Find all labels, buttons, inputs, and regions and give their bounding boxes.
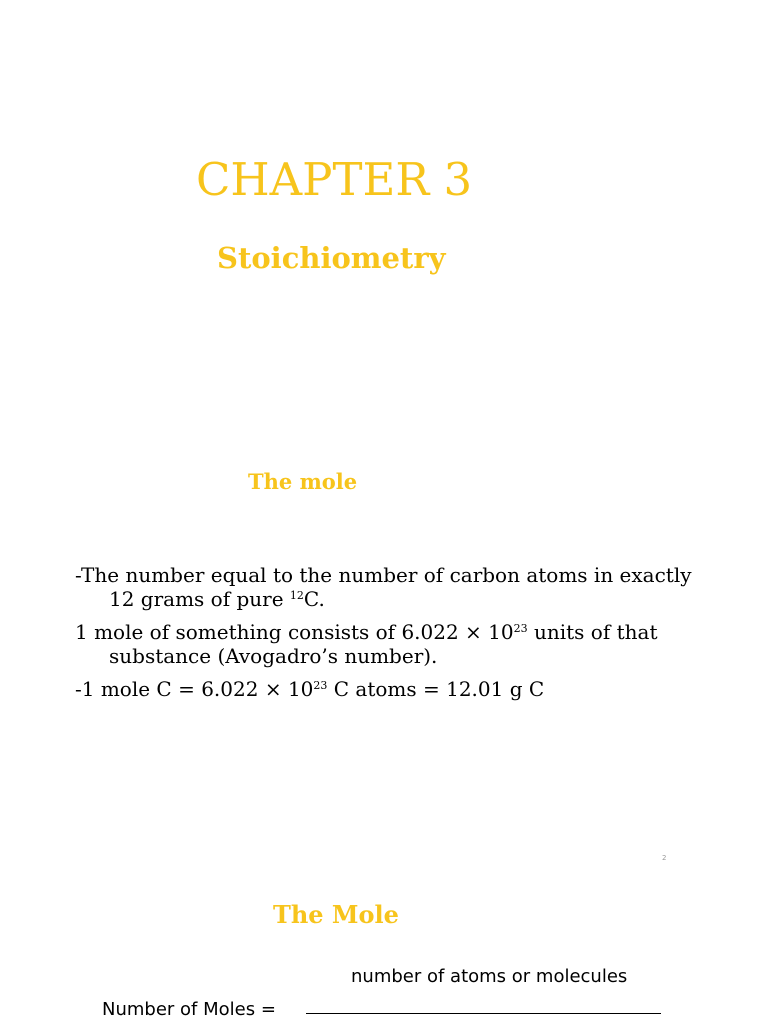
chapter-subtitle: Stoichiometry <box>217 241 446 275</box>
definition-list <box>75 563 715 710</box>
fraction-bar <box>306 1013 661 1014</box>
section-heading-mole: The mole <box>248 469 358 494</box>
definition-text: -1 mole C = 6.022 × 10 <box>75 677 314 701</box>
definition-item <box>75 677 715 701</box>
definition-text: 1 mole of something consists of 6.022 × 10 <box>75 620 514 644</box>
definition-text: C. <box>303 587 325 611</box>
definition-text: -The number equal to the number of carbon atoms in exactly 12 grams of pure <box>75 563 692 611</box>
section-heading-the-mole: The Mole <box>273 900 399 929</box>
page-number: 2 <box>662 854 667 862</box>
formula-label: Number of Moles = <box>102 999 276 1020</box>
definition-item <box>75 563 715 611</box>
chapter-title: CHAPTER 3 <box>196 153 473 206</box>
formula-numerator: number of atoms or molecules <box>351 966 628 987</box>
definition-text: C atoms = 12.01 g C <box>327 677 545 701</box>
superscript: 12 <box>289 589 304 602</box>
definition-text: units of that substance (Avogadro’s number). <box>109 620 658 668</box>
superscript: 23 <box>313 679 328 692</box>
definition-item <box>75 620 715 668</box>
superscript: 23 <box>513 622 528 635</box>
